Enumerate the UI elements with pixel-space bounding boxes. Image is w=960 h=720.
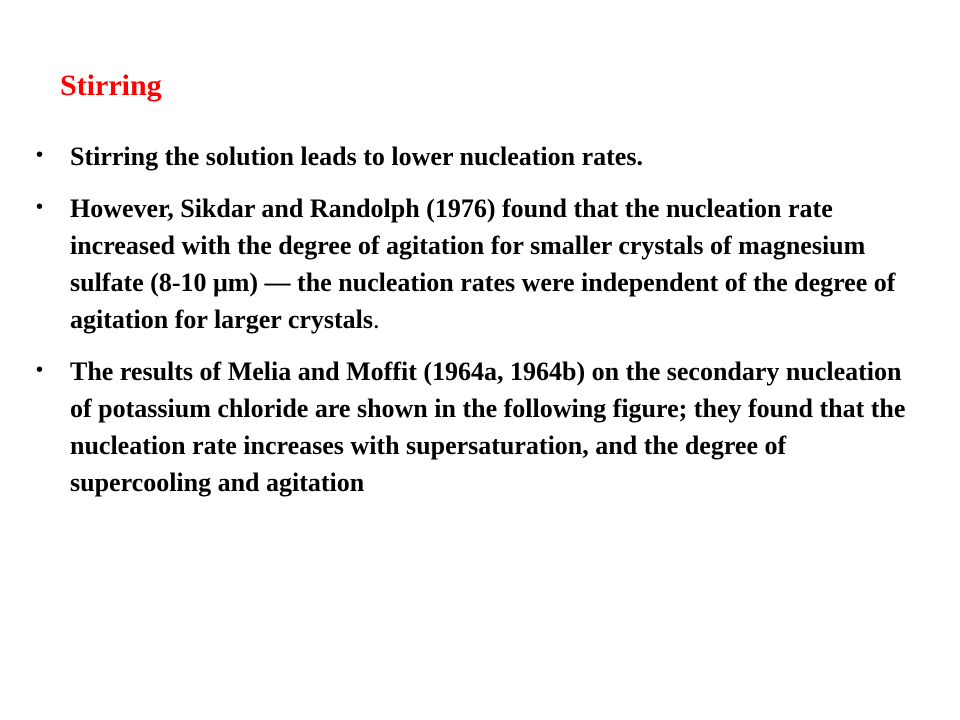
bullet-item-sikdar-randolph [36,190,916,338]
bullet-text: The results of Melia and Moffit (1964a, 1964b) on the secondary nucleation of potassium chloride are shown in the following figure; they found that the nucleation rate increases with supersaturation, and the degree of supercooling and agitation [70,357,906,497]
bullet-marker: • [36,359,44,381]
bullet-list [36,138,916,516]
bullet-marker: • [36,144,44,166]
bullet-marker: • [36,196,44,218]
bullet-item-stirring-effect [36,138,916,175]
bullet-text: However, Sikdar and Randolph (1976) found that the nucleation rate increased with the degree of agitation for smaller crystals of magnesium sulfate (8-10 μm) — the nucleation rates were independent of the degree of agitation for larger crystals [70,194,896,334]
bullet-item-melia-moffit [36,353,916,501]
slide-title: Stirring [60,69,162,102]
bullet-text: Stirring the solution leads to lower nucleation rates. [70,142,643,171]
bullet-suffix: . [373,305,380,334]
